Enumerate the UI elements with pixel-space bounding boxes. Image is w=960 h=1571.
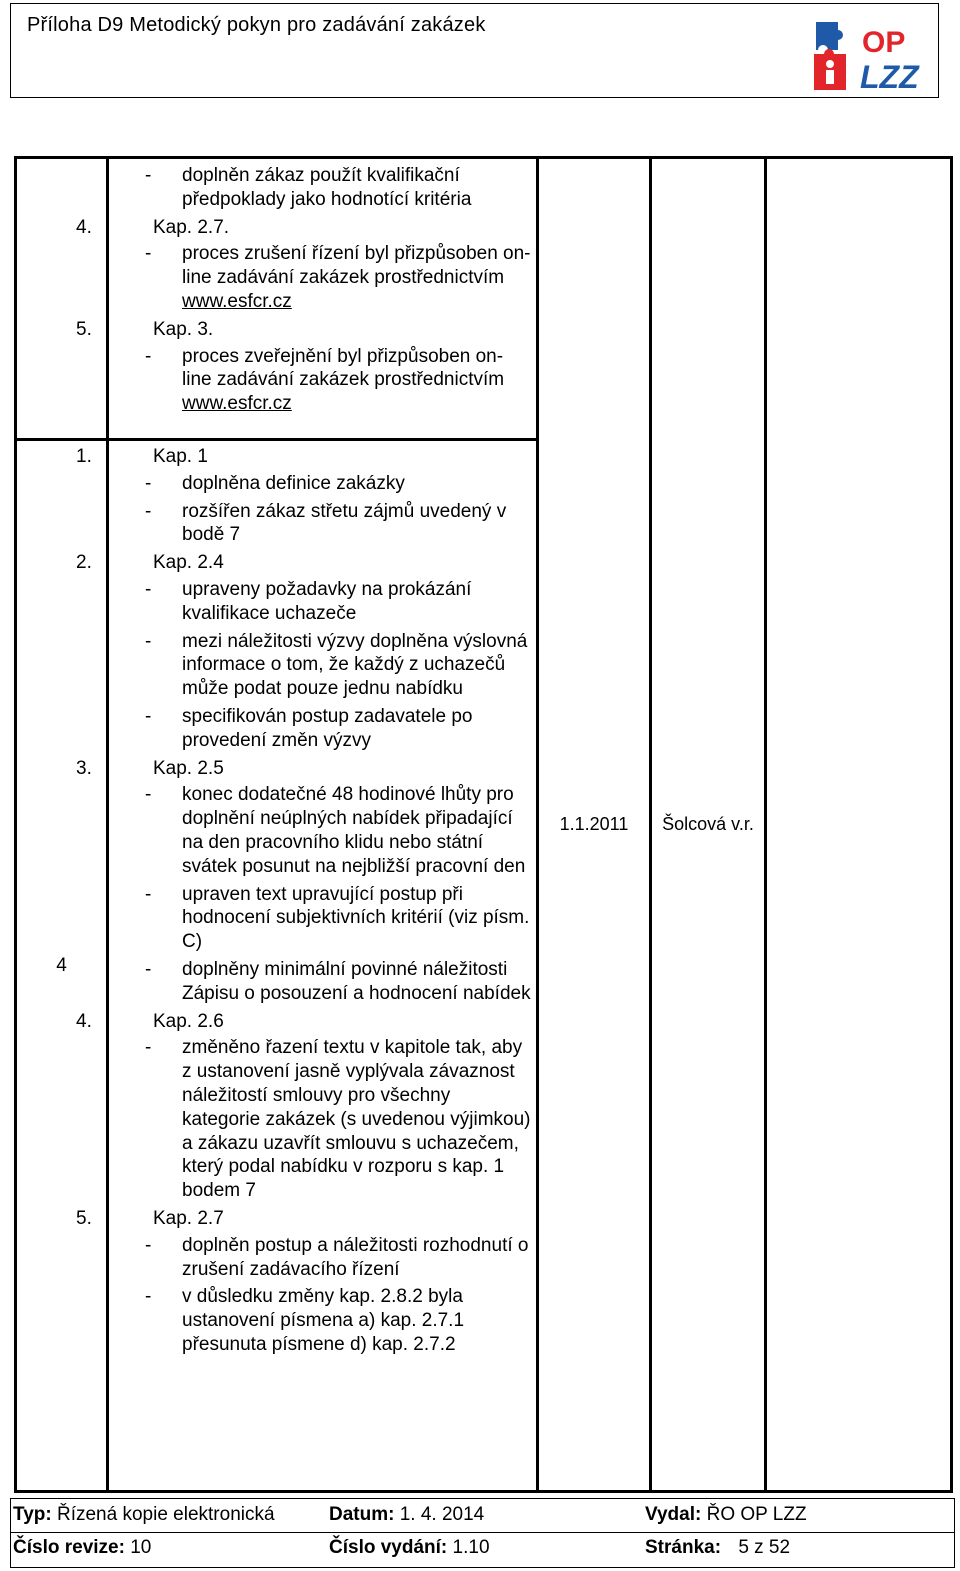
list-dash: - [145,243,152,265]
change-description-cell [76,158,538,440]
list-dash: - [145,883,152,905]
item-text: konec dodatečné 48 hodinové lhůty pro doplnění neúplných nabídek připadající na den pracovního klidu nebo státní svátek posunut na nejbližší pracovní den [182,784,526,877]
revision-number: 4 [56,954,67,976]
item-text: Kap. 2.7. [153,216,230,238]
list-number: 4. [76,1010,92,1032]
change-item [113,472,532,496]
number-cell-empty [16,158,108,440]
esfcr-link[interactable]: www.esfcr.cz [182,393,292,415]
page-footer [10,1498,955,1568]
footer-stranka-label: Stránka: [645,1537,722,1558]
table-row [16,158,952,440]
footer-datum [329,1504,484,1526]
logo-puzzle-blue [816,22,843,50]
footer-revize [13,1537,151,1559]
change-description-cell [76,440,538,1492]
logo-figure-head [826,60,834,68]
footer-typ-value: Řízená kopie elektronická [56,1504,275,1525]
change-item [113,578,532,626]
item-text: Kap. 2.5 [153,757,224,779]
change-item [113,242,532,313]
chapter-heading [76,318,532,342]
change-item [113,164,532,212]
change-list-upper [76,159,536,416]
footer-vydani [329,1537,490,1559]
logo-lzz: LZZ [860,59,919,93]
item-text: upraveny požadavky na prokázání kvalifikace uchazeče [182,578,472,624]
page-header [10,3,939,98]
revision-author: Šolcová v.r. [662,814,754,834]
footer-datum-value: 1. 4. 2014 [399,1504,485,1525]
revision-date: 1.1.2011 [559,814,629,834]
list-dash: - [145,1234,152,1256]
list-dash: - [145,1286,152,1308]
change-item [113,705,532,753]
footer-stranka [645,1537,790,1559]
list-number: 1. [76,446,92,467]
change-item [113,1036,532,1203]
item-text: Kap. 3. [153,318,214,340]
list-number: 3. [76,757,92,779]
footer-vydal [645,1504,807,1526]
chapter-heading [76,216,532,240]
item-text: v důsledku změny kap. 2.8.2 byla ustanovení písmena a) kap. 2.7.1 přesunuta písmene d) kap. 2.7.2 [182,1286,465,1355]
list-dash: - [145,345,152,367]
item-text: Kap. 2.7 [153,1207,224,1229]
list-number: 4. [76,216,92,238]
item-text: proces zrušení řízení byl přizpůsoben on-line zadávání zakázek prostřednictvím [182,243,531,289]
item-text: Kap. 2.4 [153,552,224,574]
footer-divider [11,1532,954,1533]
op-lzz-logo [810,18,920,93]
list-dash: - [145,1037,152,1059]
list-dash: - [145,472,152,494]
list-dash: - [145,165,152,186]
item-text: Kap. 2.6 [153,1010,224,1032]
chapter-heading [76,757,532,781]
footer-vydani-label: Číslo vydání: [329,1537,448,1558]
change-list-main [76,441,536,1357]
footer-datum-label: Datum: [329,1504,395,1525]
item-text: rozšířen zákaz střetu zájmů uvedený v bodě 7 [182,500,507,546]
item-text: proces zveřejnění byl přizpůsoben on-line zadávání zakázek prostřednictvím [182,345,505,391]
item-text: doplněn zákaz použít kvalifikační předpoklady jako hodnotící kritéria [182,165,472,210]
footer-typ [13,1504,275,1526]
number-cell [16,440,108,1492]
list-number: 5. [76,1207,92,1229]
list-dash: - [145,705,152,727]
item-text: specifikován postup zadavatele po provedení změn výzvy [182,705,473,751]
item-text: doplněn postup a náležitosti rozhodnutí o zrušení zadávacího řízení [182,1234,529,1280]
list-number: 2. [76,552,92,574]
list-number: 5. [76,318,92,340]
author-cell [651,158,766,1492]
list-dash: - [145,630,152,652]
footer-vydani-value: 1.10 [452,1537,490,1558]
chapter-heading [76,1207,532,1231]
chapter-heading [76,445,532,469]
change-item [113,783,532,878]
change-item [113,1234,532,1282]
footer-vydal-value: ŘO OP LZZ [706,1504,807,1525]
logo-op: OP [862,26,906,59]
header-title: Příloha D9 Metodický pokyn pro zadávání zakázek [27,14,486,36]
logo-figure-body [826,70,834,84]
change-item [113,345,532,416]
footer-revize-label: Číslo revize: [13,1537,125,1558]
revision-history-table [14,156,953,1493]
item-text: doplněny minimální povinné náležitosti Zápisu o posouzení a hodnocení nabídek [182,958,531,1004]
chapter-heading [76,1010,532,1034]
change-item [113,630,532,701]
item-text: doplněna definice zakázky [182,472,405,494]
list-dash: - [145,784,152,806]
signature-cell [766,158,952,1492]
change-item [113,1285,532,1356]
footer-vydal-label: Vydal: [645,1504,702,1525]
date-cell [538,158,651,1492]
list-dash: - [145,958,152,980]
chapter-heading [76,551,532,575]
footer-revize-value: 10 [130,1537,152,1558]
item-text: mezi náležitosti výzvy doplněna výslovná informace o tom, že každý z uchazečů může podat pouze jednu nabídku [182,630,528,700]
list-dash: - [145,500,152,522]
change-item [113,500,532,548]
item-text: změněno řazení textu v kapitole tak, aby z ustanovení jasně vyplývala závaznost náležitostí smlouvy pro všechny kategorie zakázek (s uvedenou výjimkou) a zákazu uzavřít smlouvu s uchazečem, který podal nabídku v rozporu s kap. 1 bodem 7 [182,1037,531,1202]
change-item [113,958,532,1006]
list-dash: - [145,578,152,600]
footer-stranka-value: 5 z 52 [738,1537,791,1558]
item-text: upraven text upravující postup při hodnocení subjektivních kritérií (viz písm. C) [182,883,530,953]
footer-typ-label: Typ: [13,1504,52,1525]
change-item [113,883,532,954]
item-text: Kap. 1 [153,446,208,467]
esfcr-link[interactable]: www.esfcr.cz [182,290,292,312]
